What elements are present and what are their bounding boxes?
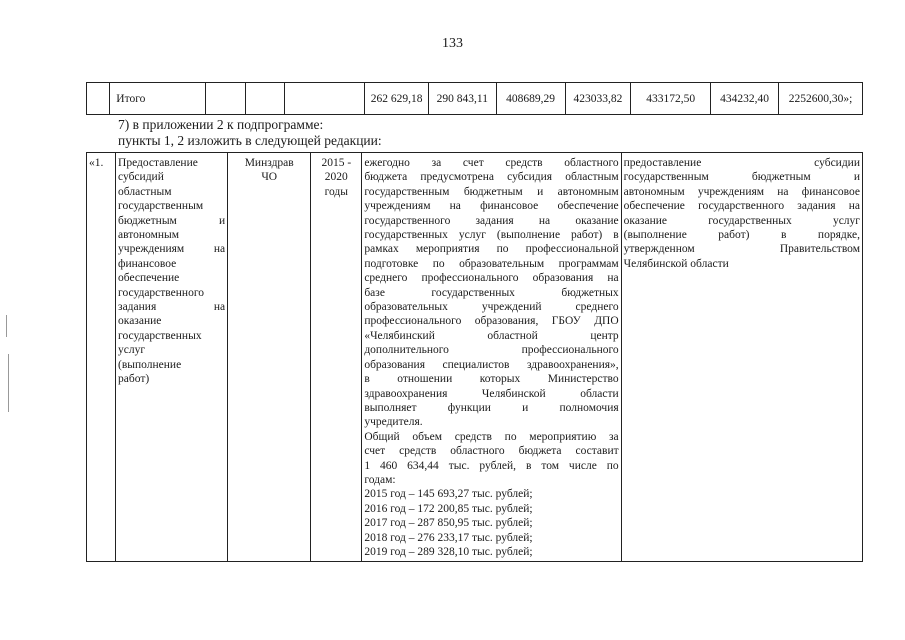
year-amount: 2015 год – 145 693,27 тыс. рублей;: [364, 488, 533, 501]
totals-value: 262 629,18: [365, 83, 429, 115]
desc-line: профессионального образования, ГБОУ ДПО: [364, 315, 619, 328]
desc-line: учреждениям на финансовое обеспечение: [364, 200, 619, 213]
totals-row: [87, 83, 863, 115]
years-line: 2015 -: [321, 157, 352, 169]
total-line: Общий объем средств по мероприятию за: [364, 430, 619, 443]
result-line: обеспечение государственного задания на: [623, 200, 860, 213]
name-line: автономным: [118, 229, 180, 242]
amendment-line: 7) в приложении 2 к подпрограмме:: [118, 117, 324, 132]
scan-margin-mark: [6, 315, 7, 337]
result-line: предоставление субсидии: [623, 157, 860, 169]
total-line: счет средств областного бюджета составит: [364, 445, 619, 458]
result-line: утвержденном Правительством: [623, 243, 860, 256]
result-line: оказание государственных услуг: [623, 214, 860, 227]
totals-empty-cell: [245, 83, 284, 115]
measure-row: [87, 153, 863, 562]
desc-line: в отношении которых Министерство: [364, 373, 619, 386]
measure-description: [362, 153, 621, 562]
totals-value: 434232,40: [711, 83, 779, 115]
expected-result: [621, 153, 862, 562]
name-line: обеспечение: [118, 272, 180, 285]
totals-value: 2252600,30»;: [778, 83, 862, 115]
desc-line: базе государственных бюджетных: [364, 286, 619, 299]
measure-name: [116, 153, 228, 562]
name-line: государственного: [118, 286, 205, 299]
total-line: 1 460 634,44 тыс. рублей, в том числе по: [364, 459, 619, 472]
desc-line: государственных услуг (выполнение работ) в: [364, 229, 619, 242]
year-amount: 2019 год – 289 328,10 тыс. рублей;: [364, 545, 533, 558]
desc-line: государственным бюджетным и автономным: [364, 185, 619, 198]
desc-line: государственного задания на оказание: [364, 214, 619, 227]
totals-table: [86, 82, 863, 115]
total-line: годам:: [364, 473, 396, 486]
years-line: 2020: [324, 171, 348, 184]
name-line: оказание: [118, 315, 162, 328]
desc-line: выполняет функции и полномочия: [364, 401, 619, 414]
totals-value: 423033,82: [565, 83, 631, 115]
desc-line: подготовке по образовательным программам: [364, 257, 619, 270]
name-line: Предоставление: [118, 157, 198, 169]
totals-empty-cell: [87, 83, 110, 115]
desc-line: здравоохранения Челябинской области: [364, 387, 619, 400]
desc-line: бюджета предусмотрена субсидия областным: [364, 171, 619, 184]
name-line: областным: [118, 185, 172, 198]
desc-line: среднего профессионального образования на: [364, 272, 619, 285]
name-line: финансовое: [118, 257, 177, 270]
name-line: государственным: [118, 200, 204, 213]
totals-empty-cell: [285, 83, 365, 115]
years-line: годы: [324, 185, 349, 198]
name-line: задания на: [118, 301, 226, 314]
desc-line: учредителя.: [364, 416, 423, 429]
desc-line: рамках мероприятия по профессиональной: [364, 243, 619, 256]
name-line: работ): [118, 373, 150, 386]
year-amount: 2017 год – 287 850,95 тыс. рублей;: [364, 517, 533, 530]
totals-value: 433172,50: [631, 83, 711, 115]
desc-line: «Челябинский областной центр: [364, 329, 619, 342]
result-line: (выполнение работ) в порядке,: [623, 229, 860, 242]
name-line: субсидий: [118, 171, 164, 184]
scan-margin-mark: [8, 354, 9, 412]
responsible-org: [228, 153, 311, 562]
totals-value: 290 843,11: [428, 83, 496, 115]
totals-label: Итого: [110, 83, 206, 115]
result-line: Челябинской области: [623, 257, 729, 270]
year-amount: 2018 год – 276 233,17 тыс. рублей;: [364, 531, 533, 544]
result-line: государственным бюджетным и: [623, 171, 860, 184]
totals-value: 408689,29: [496, 83, 565, 115]
org-line: Минздрав: [244, 157, 294, 169]
desc-line: образовательных учреждений среднего: [364, 301, 619, 314]
name-line: учреждениям на: [118, 243, 226, 256]
amendment-line: пункты 1, 2 изложить в следующей редакции:: [118, 133, 382, 148]
row-number: «1.: [87, 153, 116, 562]
page-number: 133: [442, 36, 463, 51]
desc-line: образования специалистов здравоохранения»,: [364, 358, 619, 371]
desc-line: дополнительного профессионального: [364, 344, 619, 357]
year-amount: 2016 год – 172 200,85 тыс. рублей;: [364, 502, 533, 515]
name-line: бюджетным и: [118, 214, 226, 227]
desc-line: ежегодно за счет средств областного: [364, 157, 619, 169]
totals-empty-cell: [206, 83, 245, 115]
result-line: автономным учреждениям на финансовое: [623, 185, 860, 198]
name-line: (выполнение: [118, 358, 182, 371]
name-line: услуг: [118, 344, 146, 357]
name-line: государственных: [118, 329, 202, 342]
years: [311, 153, 362, 562]
measures-table: [86, 152, 863, 562]
org-line: ЧО: [261, 171, 278, 184]
